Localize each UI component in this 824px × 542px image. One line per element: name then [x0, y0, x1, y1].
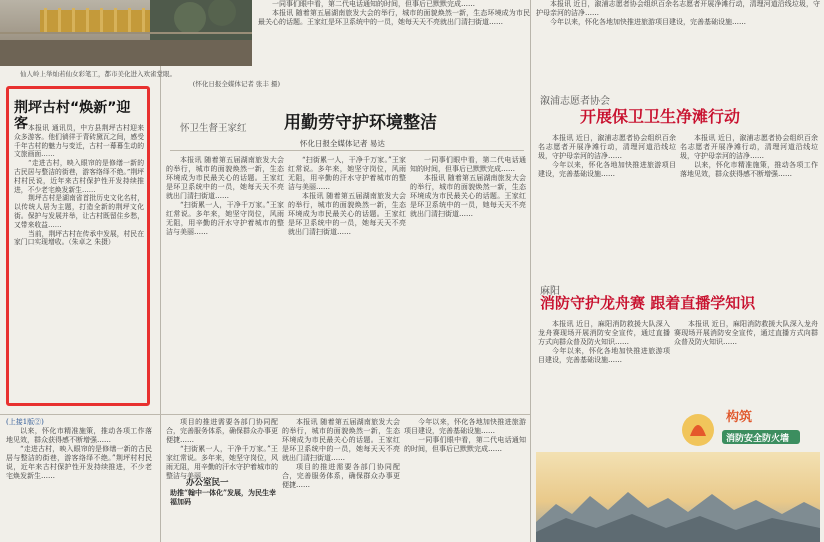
badge-line2: 消防安全防火墙 [726, 434, 790, 444]
article-body-col2: 本报讯 近日，麻阳消防救援大队深入龙舟赛现场开展消防安全宣传，通过直播方式向群众普及防火知识…… [674, 320, 818, 346]
article-title: 开展保卫卫生净滩行动 [580, 107, 741, 126]
fire-safety-badge [676, 400, 804, 450]
subhead: 办公室民一 [186, 478, 229, 488]
photo-landscape [536, 452, 820, 542]
divider [170, 150, 524, 151]
photo-caption: 仙人岭上举灿若仙女彩笔工，都市美化进入欢雀堂眼。 [20, 70, 176, 78]
bottom-mid-col2: 本报讯 随着第五届湖南旅发大会的举行，城市的面貌焕然一新，生态环境成为市民最关心的话题。王家红是环卫系统中的一员，她每天天不亮就出门清扫街道…… 项目的推进需要各部门协同配合，完善服务体系，确保群众办事更便捷…… [282, 418, 400, 489]
photo-bridge-image [0, 0, 252, 66]
article-body-col1: 本报讯 近日，麻阳消防救援大队深入龙舟赛现场开展消防安全宣传，通过直播方式向群众普及防火知识…… 今年以来，怀化各地加快推进旅游项目建设，完善基础设施…… [538, 320, 670, 364]
article-kicker: 怀卫生督王家红 [180, 123, 247, 134]
article-byline: 怀化日报全媒体记者 易达 [300, 139, 385, 148]
photo-landscape-image [536, 452, 820, 542]
photo-bridge [0, 0, 252, 66]
article-body-col2: “扫街累一人，干净千万家。”王家红常说。多年来，她坚守岗位，风雨无阻，用辛勤的汗水守护着城市的整洁与美丽…… 本报讯 随着第五届湖南旅发大会的举行，城市的面貌焕然一新，生态环境成为市民最关心的话题。王家红是环卫系统中的一员，她每天天不亮就出门清扫街道…… [288, 156, 406, 236]
subhead-subtitle: 助推“翰中一体化”发展，为民生幸福加码 [170, 488, 277, 506]
badge-line1: 构筑 [726, 410, 753, 425]
top-right-text: 本报讯 近日，溆浦志愿者协会组织百余名志愿者开展净滩行动，清理河道沿线垃圾，守护母亲河的洁净…… 今年以来，怀化各地加快推进旅游项目建设，完善基础设施…… [536, 0, 820, 26]
bottom-mid-col3: 今年以来，怀化各地加快推进旅游项目建设，完善基础设施…… 一同事们眼中看，第二代电话通知的时间，但事后已默默完成…… [404, 418, 526, 453]
article-kicker: 麻阳 [540, 286, 560, 297]
article-title: 消防守护龙舟赛 跟着直播学知识 [540, 294, 756, 312]
photo-credit: (怀化日报全媒体记者 张丰 摄) [192, 80, 280, 88]
bottom-left-text: (上接1版②) 以来，怀化市精准施策，推动各项工作落地见效，群众获得感不断增强…… “走进古村，映入眼帘的是修缮一新的古民居与整洁的街巷，游客络绎不绝。”荆坪村村民说，近年来古村保护性开发持续推进，不少老宅焕发新生…… [6, 418, 152, 480]
article-body: 本报讯 通讯员，中方县荆坪古村迎来众多游客。他们徜徉于青砖黛瓦之间，感受千年古村的魅力与变迁，古村一幕幕生动的文旅画面…… “走进古村，映入眼帘的是修缮一新的古民居与整洁的街巷，游客络绎不绝。”荆坪村村民说，近年来古村保护性开发持续推进，不少老宅焕发新生…… 荆坪古村是湖南省首批历史文化名村，以传统人居为主题，打造全新的荆坪文化街。保护与发展并举，让古村既留住乡愁，又带来收益…… 当前，荆坪古村在传承中发展，村民在家门口实现增收。（朱卓之 朱摄） [14, 124, 144, 247]
article-body-col3: 一同事们眼中看，第二代电话通知的时间，但事后已默默完成…… 本报讯 随着第五届湖南旅发大会的举行，城市的面貌焕然一新，生态环境成为市民最关心的话题。王家红是环卫系统中的一员，她每天天不亮就出门清扫街道…… [410, 156, 526, 218]
article-body-col1: 本报讯 近日，溆浦志愿者协会组织百余名志愿者开展净滩行动，清理河道沿线垃圾，守护母亲河的洁净…… 今年以来，怀化各地加快推进旅游项目建设，完善基础设施…… [538, 134, 676, 178]
bottom-mid-col1: 项目的推进需要各部门协同配合，完善服务体系，确保群众办事更便捷…… “扫街累一人，干净千万家。”王家红常说。多年来，她坚守岗位，风雨无阻，用辛勤的汗水守护着城市的整洁与美丽…… [166, 418, 278, 480]
article-body-col1: 本报讯 随着第五届湖南旅发大会的举行，城市的面貌焕然一新，生态环境成为市民最关心的话题。王家红是环卫系统中的一员，她每天天不亮就出门清扫街道…… “扫街累一人，干净千万家。”王家红常说。多年来，她坚守岗位，风雨无阻，用辛勤的汗水守护着城市的整洁与美丽…… [166, 156, 284, 236]
top-middle-text: 一同事们眼中看，第二代电话通知的时间，但事后已默默完成…… 本报讯 随着第五届湖南旅发大会的举行，城市的面貌焕然一新，生态环境成为市民最关心的话题。王家红是环卫系统中的一员，她每天天不亮就出门清扫街道…… [258, 0, 530, 26]
article-title: 用勤劳守护环境整洁 [284, 113, 437, 133]
divider [0, 414, 530, 415]
article-title: 荆坪古村“焕新”迎客 [14, 100, 131, 132]
article-kicker: 溆浦志愿者协会 [540, 96, 610, 107]
column-rule [530, 0, 531, 542]
article-body-col2: 本报讯 近日，溆浦志愿者协会组织百余名志愿者开展净滩行动，清理河道沿线垃圾，守护母亲河的洁净…… 以来，怀化市精准施策，推动各项工作落地见效，群众获得感不断增强…… [680, 134, 818, 178]
